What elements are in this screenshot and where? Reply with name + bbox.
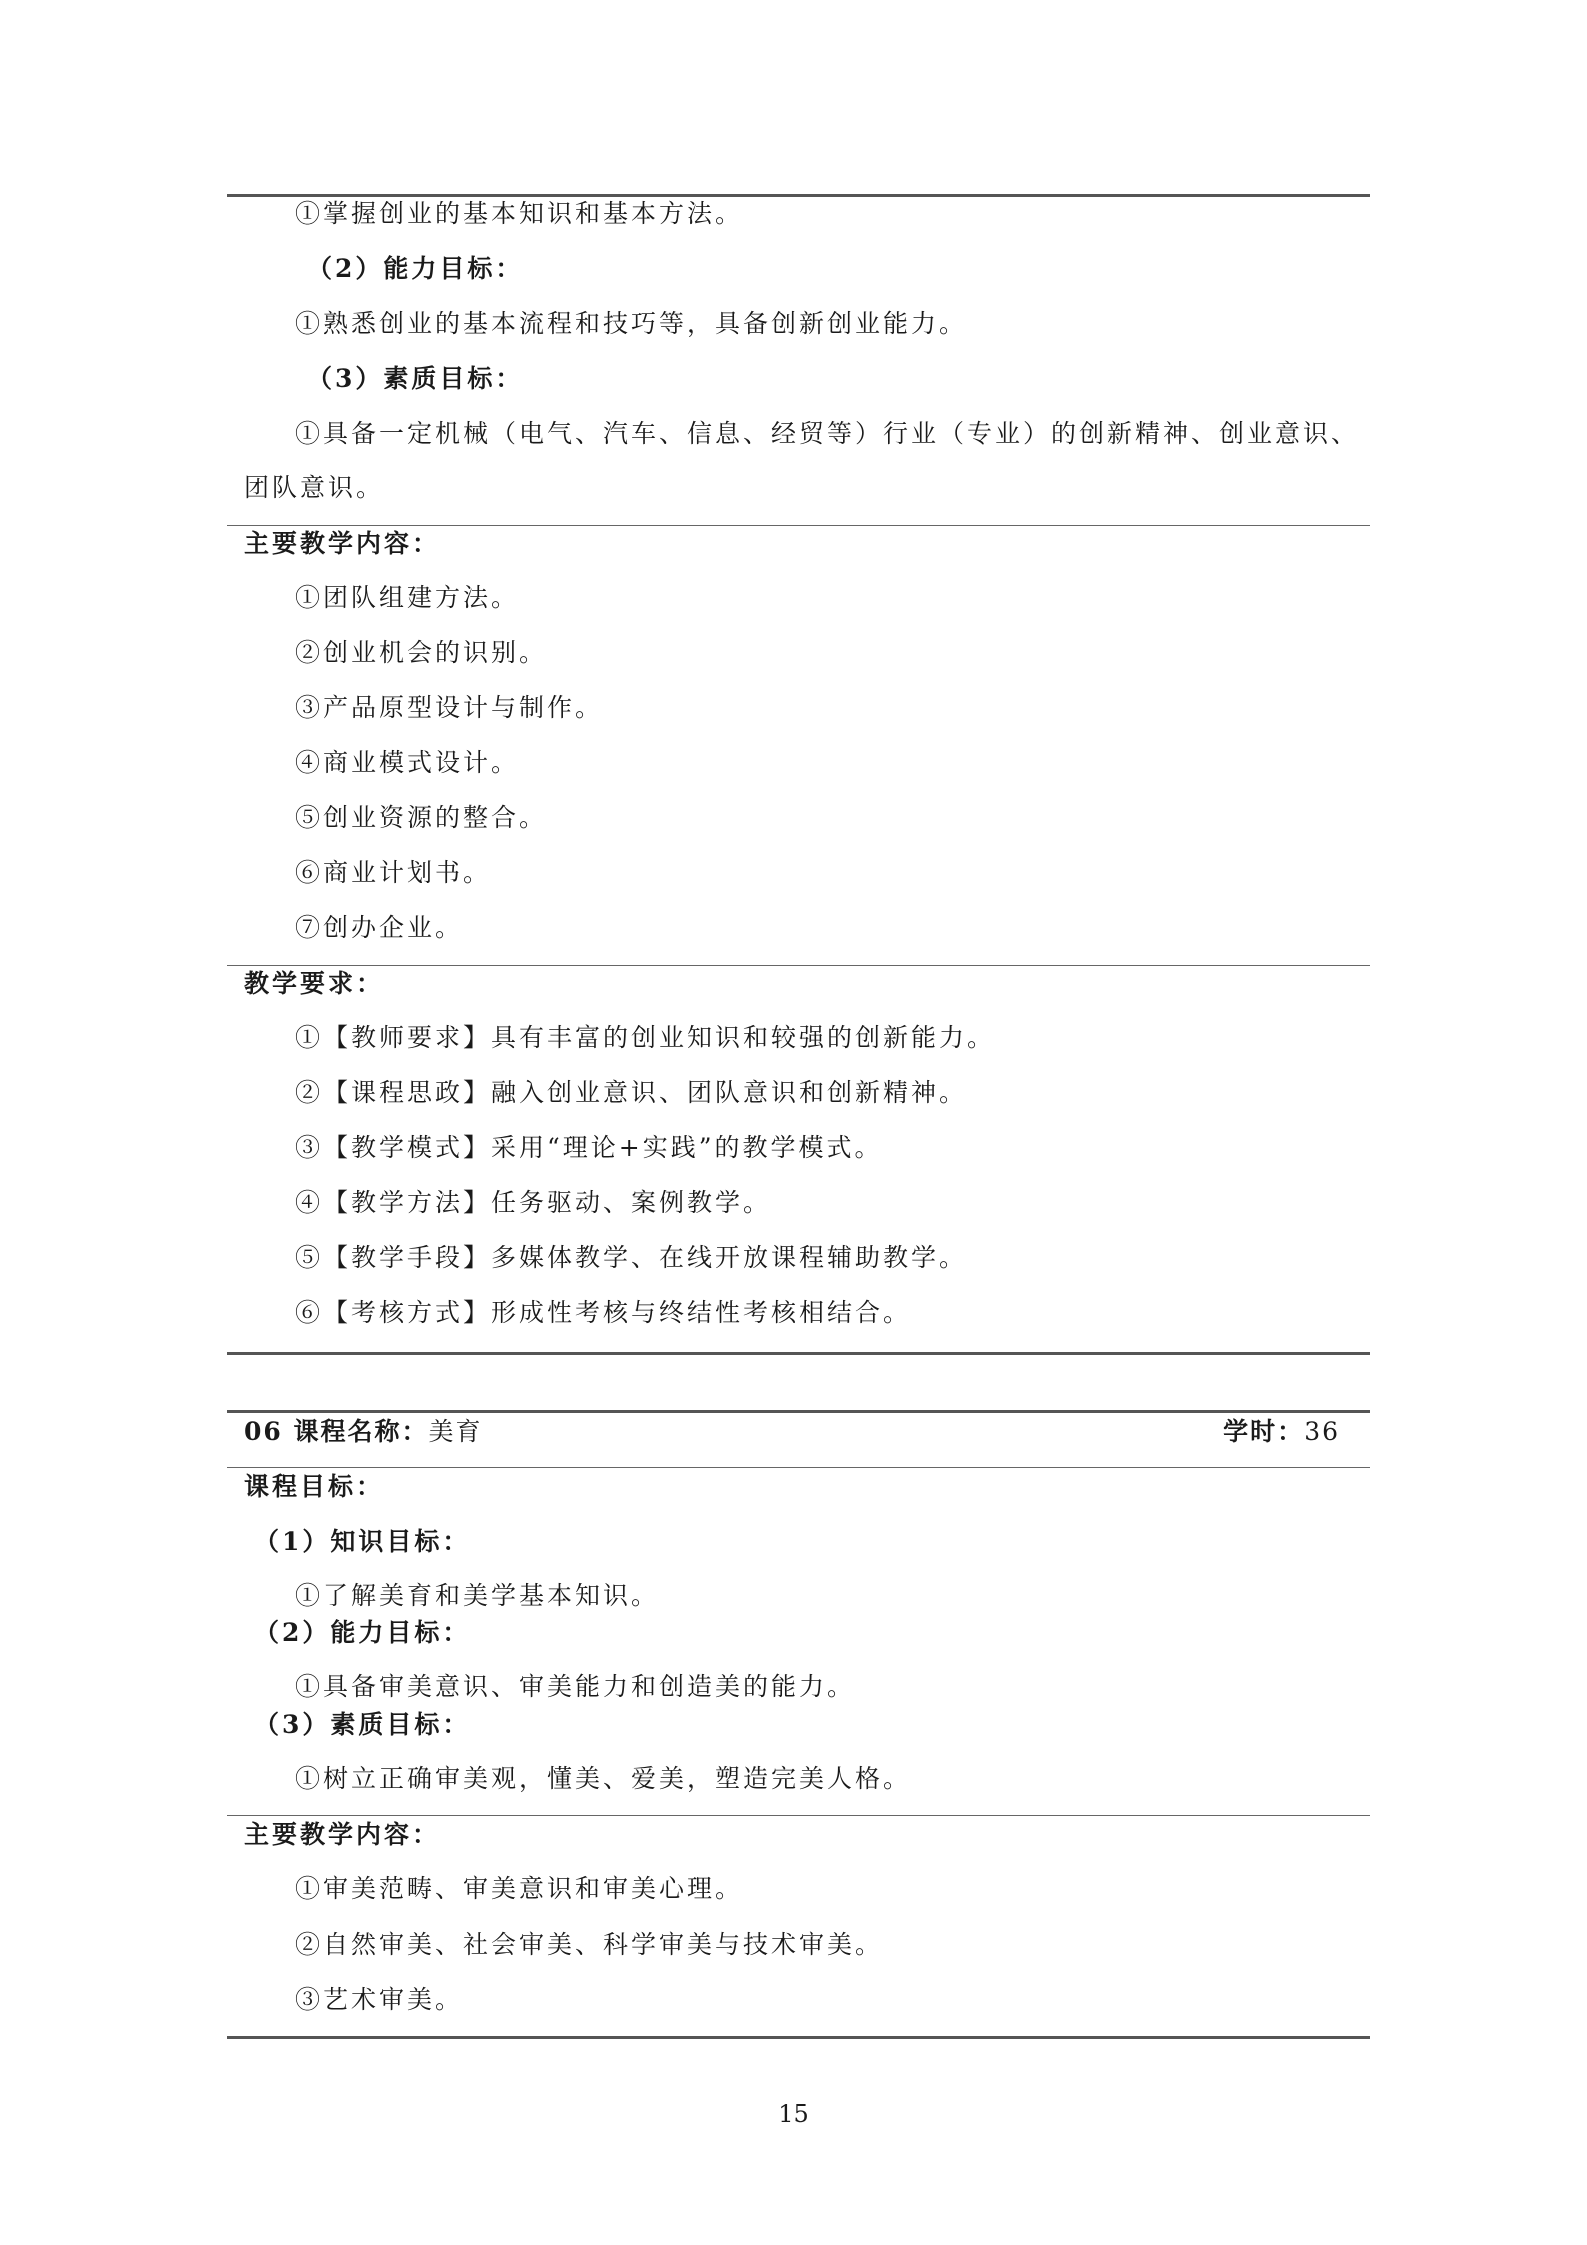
table-top-border — [227, 1410, 1370, 1413]
course-name-value: 美育 — [428, 1417, 483, 1446]
page-number: 15 — [778, 2100, 809, 2128]
content-item: ⑤创业资源的整合。 — [295, 803, 548, 832]
course-hours-value: 36 — [1304, 1417, 1340, 1446]
content-item: ③产品原型设计与制作。 — [295, 693, 604, 722]
content-item: ②创业机会的识别。 — [295, 638, 548, 667]
content-heading: 主要教学内容： — [244, 1820, 441, 1849]
requirement-item: ⑥【考核方式】形成性考核与终结性考核相结合。 — [295, 1298, 912, 1327]
table-top-border — [227, 194, 1370, 197]
content-item: ⑦创办企业。 — [295, 913, 464, 942]
knowledge-item-1: ①了解美育和美学基本知识。 — [295, 1581, 660, 1610]
requirement-item: ②【课程思政】融入创业意识、团队意识和创新精神。 — [295, 1078, 968, 1107]
quality-item-1: ①树立正确审美观，懂美、爱美，塑造完美人格。 — [295, 1764, 912, 1793]
section-divider — [227, 1815, 1370, 1816]
quality-objectives-heading: （3）素质目标： — [254, 1710, 471, 1739]
content-item: ⑥商业计划书。 — [295, 858, 492, 887]
section-divider — [227, 965, 1370, 966]
course-name-label: 06 课程名称： — [244, 1417, 429, 1446]
course-name-row — [244, 1416, 483, 1448]
quality-item-1-line1: ①具备一定机械（电气、汽车、信息、经贸等）行业（专业）的创新精神、创业意识、 — [295, 419, 1360, 448]
ability-objectives-heading: （2）能力目标： — [307, 254, 524, 283]
table-bottom-border — [227, 1352, 1370, 1355]
quality-objectives-heading: （3）素质目标： — [307, 364, 524, 393]
content-item: ④商业模式设计。 — [295, 748, 520, 777]
requirements-heading: 教学要求： — [244, 969, 385, 998]
content-item: ③艺术审美。 — [295, 1985, 464, 2014]
section-divider — [227, 525, 1370, 526]
knowledge-objectives-heading: （1）知识目标： — [254, 1527, 471, 1556]
ability-item-1: ①具备审美意识、审美能力和创造美的能力。 — [295, 1672, 856, 1701]
table-bottom-border — [227, 2036, 1370, 2039]
section-divider — [227, 1467, 1370, 1468]
ability-item-1: ①熟悉创业的基本流程和技巧等，具备创新创业能力。 — [295, 309, 968, 338]
requirement-item: ④【教学方法】任务驱动、案例教学。 — [295, 1188, 772, 1217]
content-item: ①团队组建方法。 — [295, 583, 520, 612]
knowledge-item-1: ①掌握创业的基本知识和基本方法。 — [295, 199, 744, 228]
quality-item-1-line2: 团队意识。 — [244, 473, 385, 502]
ability-objectives-heading: （2）能力目标： — [254, 1618, 471, 1647]
requirement-item: ⑤【教学手段】多媒体教学、在线开放课程辅助教学。 — [295, 1243, 968, 1272]
course-hours — [1223, 1416, 1340, 1448]
objectives-heading: 课程目标： — [244, 1472, 385, 1501]
requirement-item: ①【教师要求】具有丰富的创业知识和较强的创新能力。 — [295, 1023, 996, 1052]
requirement-item: ③【教学模式】采用“理论+实践”的教学模式。 — [295, 1133, 883, 1162]
content-item: ②自然审美、社会审美、科学审美与技术审美。 — [295, 1930, 884, 1959]
course-hours-label: 学时： — [1223, 1417, 1305, 1446]
content-heading: 主要教学内容： — [244, 529, 441, 558]
content-item: ①审美范畴、审美意识和审美心理。 — [295, 1874, 744, 1903]
